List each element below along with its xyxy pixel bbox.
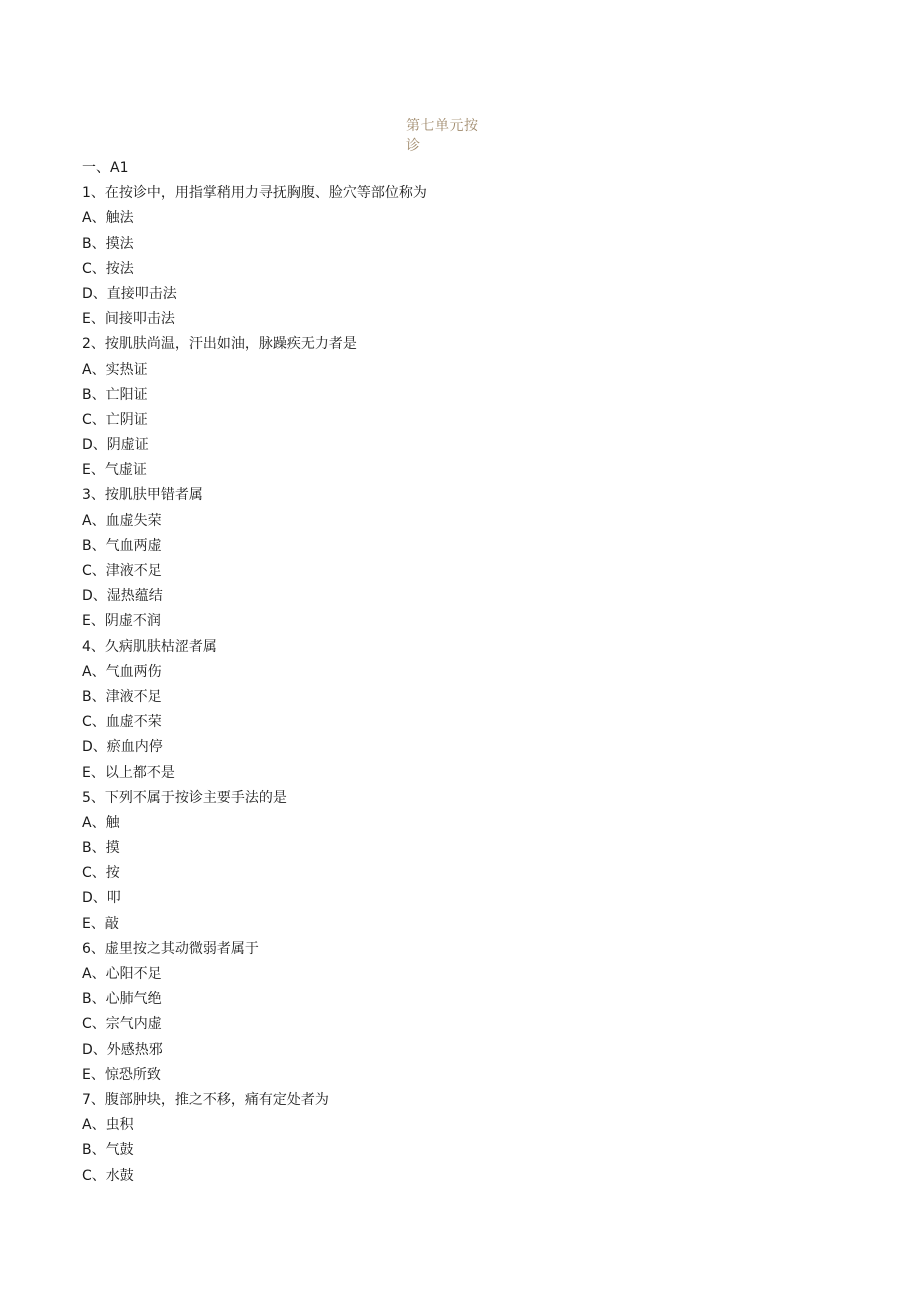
answer-option: A、实热证 <box>82 361 148 378</box>
answer-option: C、宗气内虚 <box>82 1016 162 1033</box>
answer-option: D、外感热邪 <box>82 1041 163 1058</box>
answer-option: E、气虚证 <box>82 462 147 479</box>
question-stem: 2、按肌肤尚温，汗出如油，脉躁疾无力者是 <box>82 336 357 353</box>
answer-option: D、叩 <box>82 890 121 907</box>
answer-option: B、气血两虚 <box>82 537 162 554</box>
answer-option: A、气血两伤 <box>82 663 162 680</box>
page-title: 第七单元按诊 <box>406 118 479 154</box>
question-stem: 4、久病肌肤枯涩者属 <box>82 638 217 655</box>
section-heading: 一、A1 <box>82 160 129 176</box>
answer-option: B、津液不足 <box>82 688 162 705</box>
answer-option: C、亡阴证 <box>82 411 148 428</box>
answer-option: B、气鼓 <box>82 1142 134 1159</box>
answer-option: E、阴虚不润 <box>82 613 161 630</box>
answer-option: B、摸法 <box>82 235 134 252</box>
answer-option: A、心阳不足 <box>82 966 162 982</box>
answer-option: D、瘀血内停 <box>82 739 163 756</box>
answer-option: C、津液不足 <box>82 563 162 579</box>
answer-option: E、惊恐所致 <box>82 1066 161 1083</box>
answer-option: C、按法 <box>82 260 134 277</box>
answer-option: E、以上都不是 <box>82 764 175 781</box>
question-stem: 1、在按诊中，用指掌稍用力寻抚胸腹、脸穴等部位称为 <box>82 185 427 202</box>
answer-option: A、触 <box>82 814 120 831</box>
question-list <box>82 156 842 1189</box>
answer-option: C、水鼓 <box>82 1167 134 1184</box>
answer-option: D、阴虚证 <box>82 437 149 454</box>
answer-option: C、按 <box>82 865 120 882</box>
question-stem: 7、腹部肿块，推之不移，痛有定处者为 <box>82 1091 329 1108</box>
answer-option: B、摸 <box>82 840 120 857</box>
answer-option: B、心肺气绝 <box>82 991 162 1008</box>
question-stem: 6、虚里按之其动微弱者属于 <box>82 940 259 957</box>
question-stem: 5、下列不属于按诊主要手法的是 <box>82 789 287 806</box>
answer-option: E、间接叩击法 <box>82 311 175 328</box>
answer-option: A、虫积 <box>82 1117 134 1134</box>
answer-option: A、触法 <box>82 210 134 227</box>
answer-option: D、湿热蕴结 <box>82 588 163 605</box>
question-stem: 3、按肌肤甲错者属 <box>82 487 203 504</box>
answer-option: D、直接叩击法 <box>82 285 177 302</box>
answer-option: A、血虚失荣 <box>82 512 162 529</box>
answer-option: C、血虚不荣 <box>82 714 162 731</box>
answer-option: E、敲 <box>82 915 119 932</box>
answer-option: B、亡阳证 <box>82 386 148 403</box>
